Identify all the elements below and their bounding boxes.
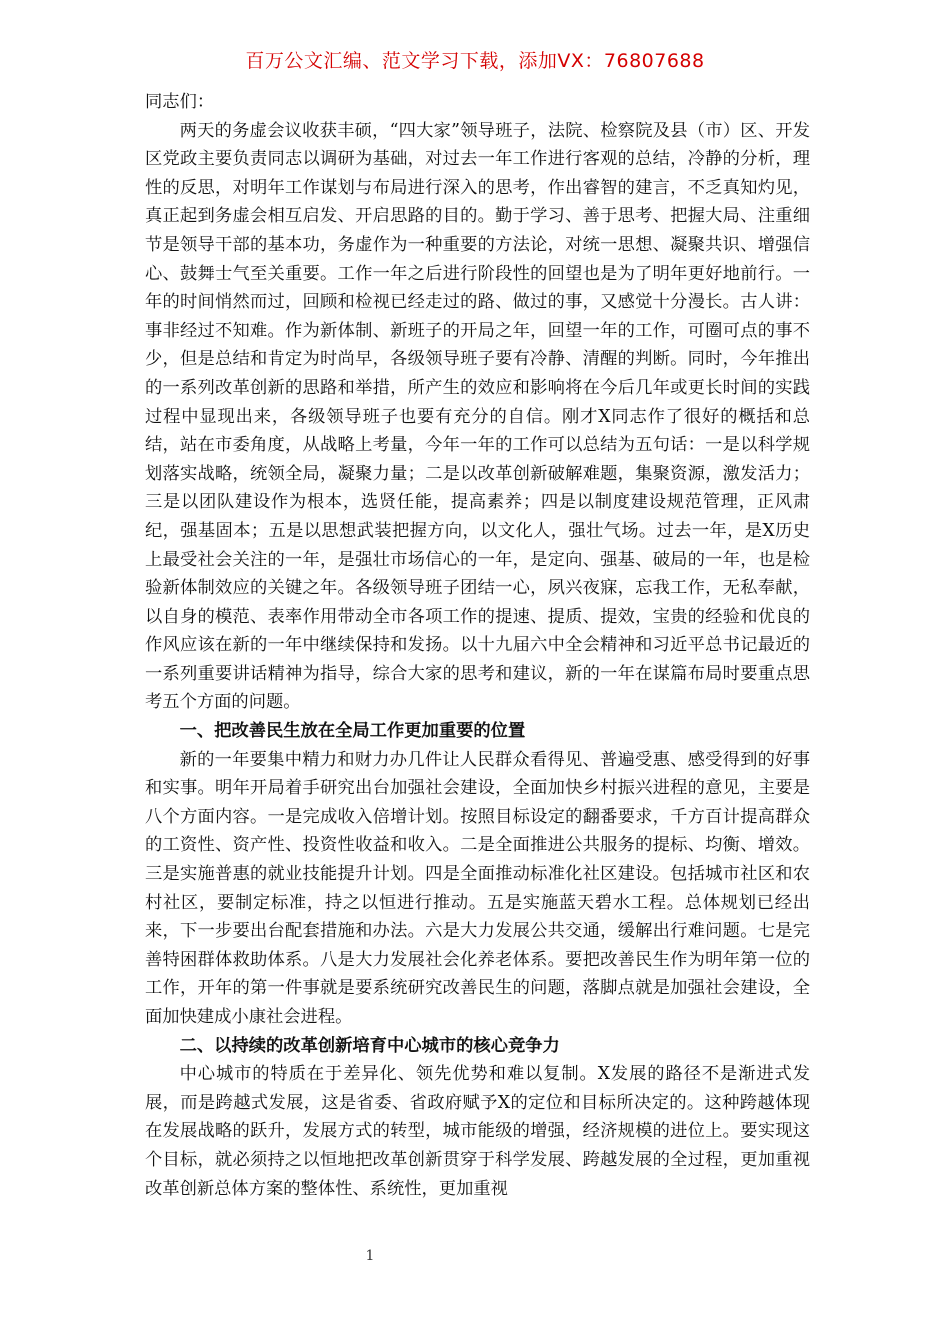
- greeting: 同志们：: [145, 92, 215, 112]
- paragraph-intro: 两天的务虚会议收获丰硕，“四大家”领导班子，法院、检察院及县（市）区、开发区党政主要负责同志以调研为基础，对过去一年工作进行客观的总结，冷静的分析，理性的反思，对明年工作谋划与布局进行深入的思考，作出睿智的建言，不乏真知灼见，真正起到务虚会相互启发、开启思路的目的。勤于学习、善于思考、把握大局、注重细节是领导干部的基本功，务虚作为一种重要的方法论，对统一思想、凝聚共识、增强信心、鼓舞士气至关重要。工作一年之后进行阶段性的回望也是为了明年更好地前行。一年的时间悄然而过，回顾和检视已经走过的路、做过的事，又感觉十分漫长。古人讲：事非经过不知难。作为新体制、新班子的开局之年，回望一年的工作，可圈可点的事不少，但是总结和肯定为时尚早，各级领导班子要有冷静、清醒的判断。同时，今年推出的一系列改革创新的思路和举措，所产生的效应和影响将在今后几年或更长时间的实践过程中显现出来，各级领导班子也要有充分的自信。刚才X同志作了很好的概括和总结，站在市委角度，从战略上考量，今年一年的工作可以总结为五句话：一是以科学规划落实战略，统领全局，凝聚力量；二是以改革创新破解难题，集聚资源，激发活力；三是以团队建设作为根本，选贤任能，提高素养；四是以制度建设规范管理，正风肃纪，强基固本；五是以思想武装把握方向，以文化人，强壮气场。过去一年，是X历史上最受社会关注的一年，是强壮市场信心的一年，是定向、强基、破局的一年，也是检验新体制效应的关键之年。各级领导班子团结一心，夙兴夜寐，忘我工作，无私奉献，以自身的模范、表率作用带动全市各项工作的提速、提质、提效，宝贵的经验和优良的作风应该在新的一年中继续保持和发扬。以十九届六中全会精神和习近平总书记最近的一系列重要讲话精神为指导，综合大家的思考和建议，新的一年在谋篇布局时要重点思考五个方面的问题。: [145, 120, 810, 713]
- section-heading-2: 二、以持续的改革创新培育中心城市的核心竞争力: [179, 1035, 560, 1056]
- paragraph-section-2: 中心城市的特质在于差异化、领先优势和难以复制。X发展的路径不是渐进式发展，而是跨越式发展，这是省委、省政府赋予X的定位和目标所决定的。这种跨越体现在发展战略的跃升，发展方式的转型，城市能级的增强，经济规模的进位上。要实现这个目标，就必须持之以恒地把改革创新贯穿于科学发展、跨越发展的全过程，更加重视改革创新总体方案的整体性、系统性，更加重视: [145, 1064, 810, 1199]
- download-banner: 百万公文汇编、范文学习下载，添加VX：76807688: [245, 50, 705, 72]
- document-body: [145, 88, 810, 1203]
- section-heading-1: 一、把改善民生放在全局工作更加重要的位置: [179, 721, 526, 742]
- paragraph-section-1: 新的一年要集中精力和财力办几件让人民群众看得见、普遍受惠、感受得到的好事和实事。明年开局着手研究出台加强社会建设，全面加快乡村振兴进程的意见，主要是八个方面内容。一是完成收入倍增计划。按照目标设定的翻番要求，千方百计提高群众的工资性、资产性、投资性收益和收入。二是全面推进公共服务的提标、均衡、增效。三是实施普惠的就业技能提升计划。四是全面推动标准化社区建设。包括城市社区和农村社区，要制定标准，持之以恒进行推动。五是实施蓝天碧水工程。总体规划已经出来，下一步要出台配套措施和办法。六是大力发展公共交通，缓解出行难问题。七是完善特困群体救助体系。八是大力发展社会化养老体系。要把改善民生作为明年第一位的工作，开年的第一件事就是要系统研究改善民生的问题，落脚点就是加强社会建设，全面加快建成小康社会进程。: [145, 749, 810, 1027]
- page-number: 1: [365, 1248, 375, 1264]
